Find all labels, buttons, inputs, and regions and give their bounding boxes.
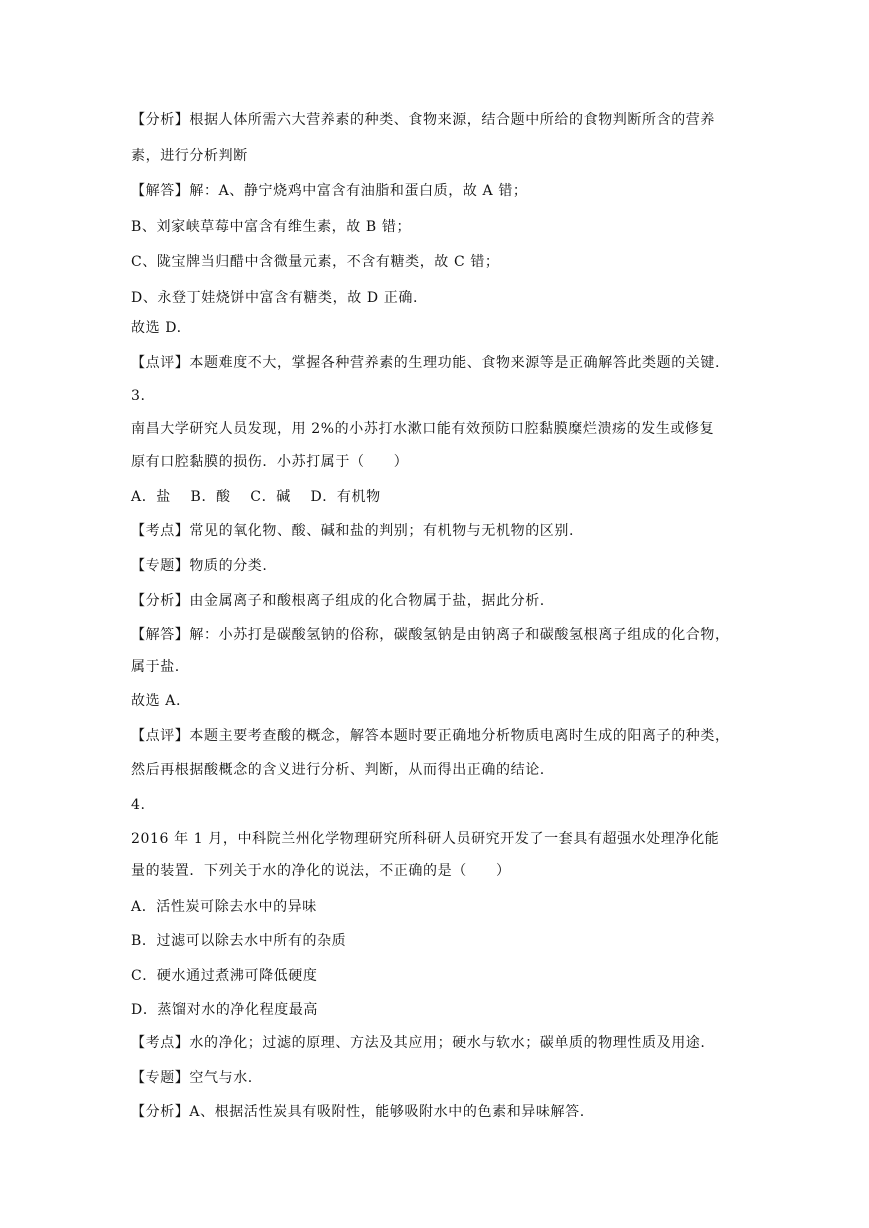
question-number-4: 4. xyxy=(131,797,146,813)
knowledge-point-line-4: 【考点】水的净化；过滤的原理、方法及其应用；硬水与软水；碳单质的物理性质及用途. xyxy=(131,1035,706,1051)
comment-line: 【点评】本题难度不大，掌握各种营养素的生理功能、食物来源等是正确解答此类题的关键. xyxy=(131,355,721,371)
question-4-option-b: B．过滤可以除去水中所有的杂质 xyxy=(131,933,347,949)
analysis-line-2: 素，进行分析判断 xyxy=(131,148,248,164)
answer-option-c: C、陇宝牌当归醋中含微量元素，不含有糖类，故 C 错； xyxy=(131,254,500,270)
choose-line-3: 故选 A. xyxy=(131,693,182,709)
answer-line-3-2: 属于盐. xyxy=(131,659,180,675)
analysis-line-4: 【分析】A、根据活性炭具有吸附性，能够吸附水中的色素和异味解答. xyxy=(131,1104,585,1120)
question-4-stem-1: 2016 年 1 月，中科院兰州化学物理研究所科研人员研究开发了一套具有超强水处理净化能 xyxy=(131,831,720,847)
analysis-line-1: 【分析】根据人体所需六大营养素的种类、食物来源，结合题中所给的食物判断所含的营养 xyxy=(131,112,715,128)
answer-option-d: D、永登丁娃烧饼中富含有糖类，故 D 正确. xyxy=(131,290,418,306)
comment-line-3-1: 【点评】本题主要考查酸的概念，解答本题时要正确地分析物质电离时生成的阳离子的种类， xyxy=(131,728,730,744)
answer-line: 【解答】解：A、静宁烧鸡中富含有油脂和蛋白质，故 A 错； xyxy=(131,183,528,199)
question-4-stem-2: 量的装置．下列关于水的净化的说法，不正确的是（ ） xyxy=(131,863,511,879)
question-4-option-a: A．活性炭可除去水中的异味 xyxy=(131,899,317,915)
question-number-3: 3. xyxy=(131,388,146,404)
topic-line: 【专题】物质的分类. xyxy=(131,558,268,574)
comment-line-3-2: 然后再根据酸概念的含义进行分析、判断，从而得出正确的结论. xyxy=(131,762,545,778)
question-3-options: A．盐 B．酸 C．碱 D．有机物 xyxy=(131,489,381,505)
question-4-option-c: C．硬水通过煮沸可降低硬度 xyxy=(131,968,318,984)
topic-line-4: 【专题】空气与水. xyxy=(131,1070,253,1086)
analysis-line-3: 【分析】由金属离子和酸根离子组成的化合物属于盐，据此分析. xyxy=(131,593,545,609)
knowledge-point-line: 【考点】常见的氧化物、酸、碱和盐的判别；有机物与无机物的区别. xyxy=(131,523,575,539)
question-3-stem-2: 原有口腔黏膜的损伤．小苏打属于（ ） xyxy=(131,454,409,470)
choose-line: 故选 D. xyxy=(131,320,182,336)
question-4-option-d: D．蒸馏对水的净化程度最高 xyxy=(131,1002,319,1018)
answer-option-b: B、刘家峡草莓中富含有维生素，故 B 错； xyxy=(131,219,412,235)
question-3-stem-1: 南昌大学研究人员发现，用 2%的小苏打水漱口能有效预防口腔黏膜糜烂溃疡的发生或修复 xyxy=(131,421,715,437)
answer-line-3-1: 【解答】解：小苏打是碳酸氢钠的俗称，碳酸氢钠是由钠离子和碳酸氢根离子组成的化合物， xyxy=(131,627,730,643)
